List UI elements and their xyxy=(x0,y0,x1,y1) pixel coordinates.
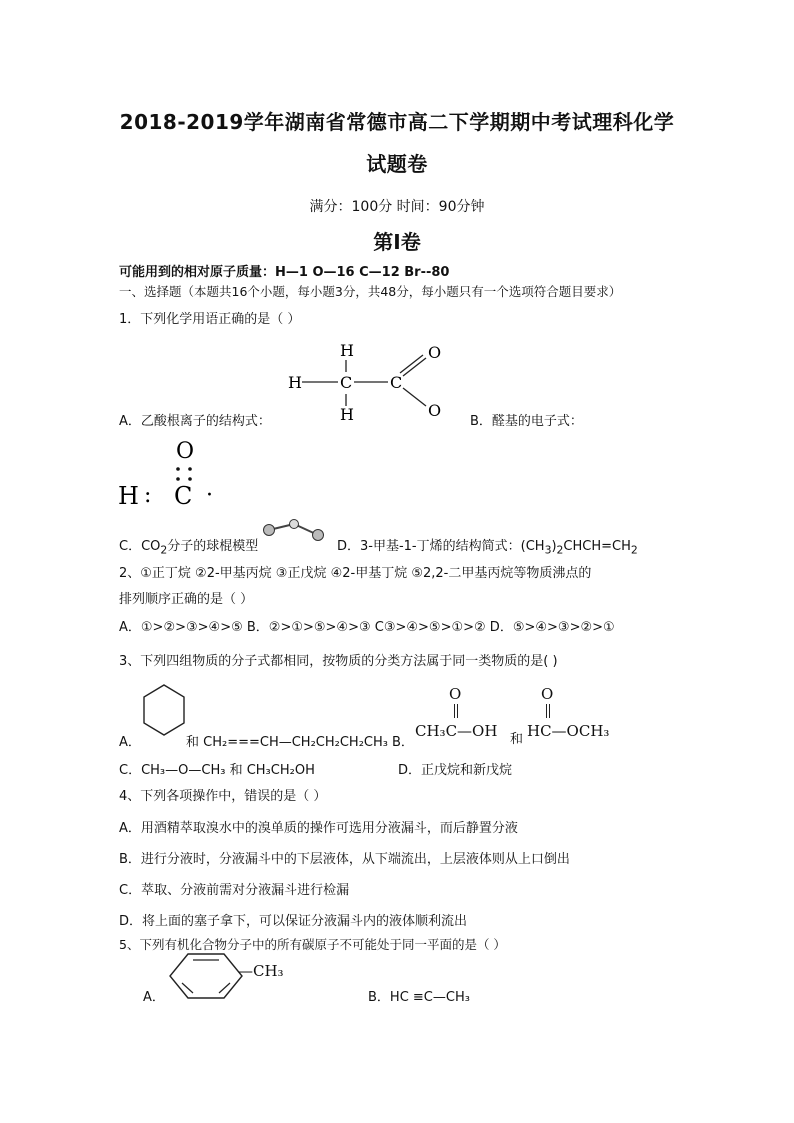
atom-o-top: O xyxy=(428,343,442,362)
atom-c1: C xyxy=(340,373,353,392)
q2-stem-line2: 排列顺序正确的是（ ） xyxy=(119,592,254,607)
q3-option-d: D．正戊烷和新戊烷 xyxy=(398,763,513,778)
atomic-mass-note: 可能用到的相对原子质量：H—1 O—16 C—12 Br--80 xyxy=(119,265,450,280)
q1-option-a: A．乙酸根离子的结构式： xyxy=(119,414,271,429)
atom-h-top: H xyxy=(340,341,354,360)
q3-option-b-and: 和 xyxy=(510,732,524,747)
q3-option-b-left: CH₃C—OH xyxy=(415,722,498,740)
electron-dot xyxy=(188,477,192,481)
bond-c-o-bottom xyxy=(403,388,426,406)
q5-option-b: B．HC ≡C—CH₃ xyxy=(368,990,470,1005)
q3-option-a-label: A． xyxy=(119,735,141,750)
atom-c: C xyxy=(174,482,193,510)
electron-dot xyxy=(176,467,180,471)
atom-o: O xyxy=(176,439,195,464)
q1-stem: 1．下列化学用语正确的是（ ） xyxy=(119,312,301,327)
q1-option-b: B．醛基的电子式： xyxy=(470,414,583,429)
electron-dot xyxy=(188,467,192,471)
q2-options: A．①>②>③>④>⑤ B．②>①>⑤>④>③ C③>④>⑤>①>② D．⑤>④>③>②>① xyxy=(119,620,615,635)
electron-dot xyxy=(176,477,180,481)
q4-option-b: B．进行分液时，分液漏斗中的下层液体，从下端流出，上层液体则从上口倒出 xyxy=(119,852,570,867)
single-electron: · xyxy=(206,483,213,508)
q4-option-d: D．将上面的塞子拿下，可以保证分液漏斗内的液体顺利流出 xyxy=(119,914,468,929)
page-title: 2018-2019学年湖南省常德市高二下学期期中考试理科化学 xyxy=(119,110,675,134)
q5-stem: 5、下列有机化合物分子中的所有碳原子不可能处于同一平面的是（ ） xyxy=(119,937,506,952)
q1-option-d: D．3-甲基-1-丁烯的结构简式：$(CH_3)_2CHCH=CH_2$ xyxy=(337,539,638,557)
co2-ball-stick-model xyxy=(262,516,328,542)
bond-c-o-top xyxy=(403,358,426,376)
q3-b-double-bond-2b xyxy=(549,704,551,718)
benzene-ring xyxy=(168,950,248,1002)
atom-c2: C xyxy=(390,373,403,392)
acetate-ion-structure xyxy=(280,338,460,426)
q3-b-carbonyl-o-1: O xyxy=(449,685,462,703)
section-instructions: 一、选择题（本题共16个小题，每小题3分，共48分，每小题只有一个选项符合题目要求） xyxy=(119,284,622,299)
aldehyde-electron-formula xyxy=(118,438,228,510)
q3-stem: 3、下列四组物质的分子式都相同，按物质的分类方法属于同一类物质的是( ) xyxy=(119,654,558,669)
atom-h: H xyxy=(118,482,139,510)
q3-option-b-label: B． xyxy=(392,735,414,750)
q3-b-double-bond-1b xyxy=(457,704,459,718)
q3-option-c: C．CH₃—O—CH₃ 和 CH₃CH₂OH xyxy=(119,763,315,778)
q2-stem-line1: 2、①正丁烷 ②2-甲基丙烷 ③正戊烷 ④2-甲基丁烷 ⑤2,2-二甲基丙烷等物质沸点的 xyxy=(119,566,592,581)
atom-h-bottom: H xyxy=(340,405,354,424)
volume-heading: 第Ⅰ卷 xyxy=(373,230,421,254)
q3-b-double-bond-1 xyxy=(454,704,456,718)
atom-o-bottom: O xyxy=(428,401,442,420)
electron-pair: : xyxy=(144,483,152,508)
q3-option-b-right: HC—OCH₃ xyxy=(527,722,610,740)
bond-c-o-top-double xyxy=(400,355,423,373)
q5-option-a-methyl: —CH₃ xyxy=(238,962,284,980)
q4-option-a: A．用酒精萃取溴水中的溴单质的操作可选用分液漏斗，而后静置分液 xyxy=(119,821,518,836)
q3-b-double-bond-2 xyxy=(546,704,548,718)
q4-stem: 4、下列各项操作中，错误的是（ ） xyxy=(119,789,327,804)
atom-h-left: H xyxy=(288,373,302,392)
page-title-line2: 试题卷 xyxy=(366,152,428,176)
exam-meta: 满分：100分 时间：90分钟 xyxy=(309,199,485,215)
q3-option-a-text: 和 CH₂===CH—CH₂CH₂CH₂CH₃ xyxy=(186,735,388,750)
q1-option-c: C．$CO_2$分子的球棍模型 xyxy=(119,539,259,557)
q4-option-c: C．萃取、分液前需对分液漏斗进行检漏 xyxy=(119,883,350,898)
q5-option-a: A． xyxy=(143,990,165,1005)
q3-b-carbonyl-o-2: O xyxy=(541,685,554,703)
cyclohexane-ring xyxy=(140,682,188,740)
